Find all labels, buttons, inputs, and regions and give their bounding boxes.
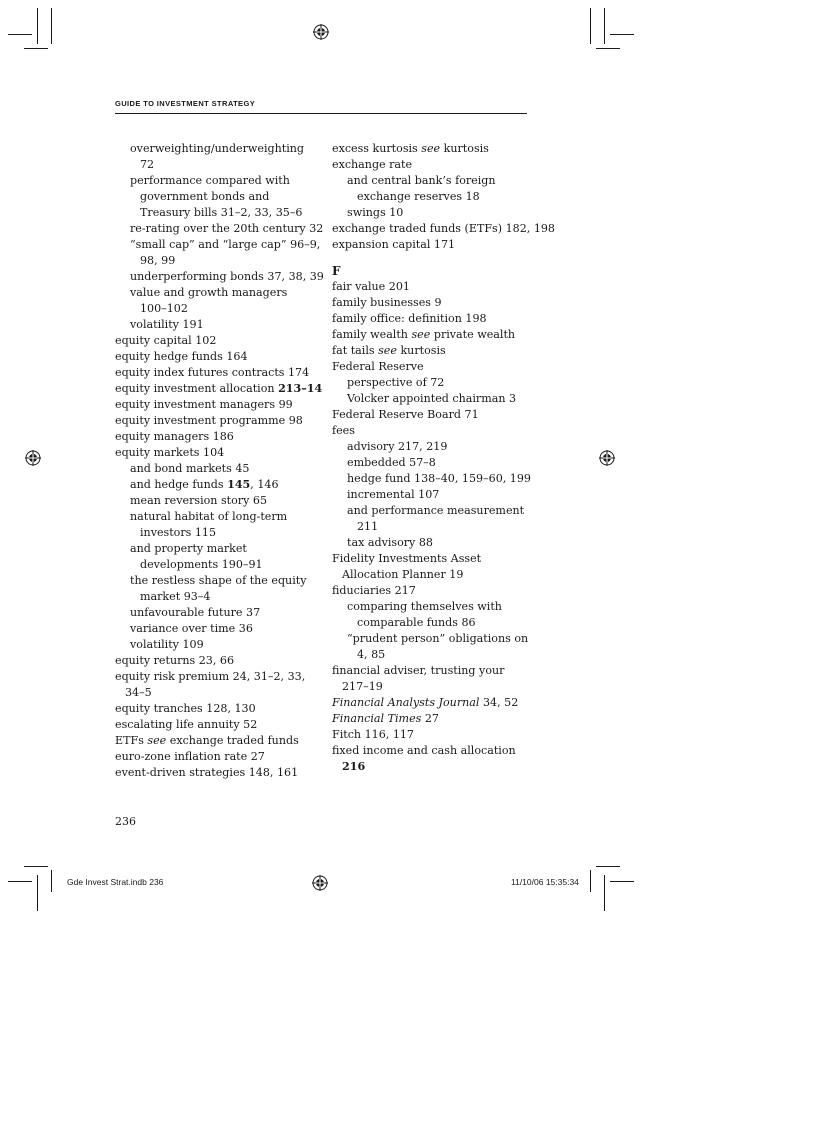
index-entry — [115, 765, 315, 781]
index-entry-text: 72 — [140, 158, 155, 171]
index-entry-text: comparing themselves with — [347, 600, 502, 613]
index-entry-text: expansion capital 171 — [332, 238, 456, 251]
index-entry-text: 100–102 — [140, 302, 188, 315]
index-entry — [332, 679, 532, 695]
index-entry-text: 34, 52 — [479, 696, 519, 709]
index-entry-text: developments 190–91 — [140, 558, 263, 571]
index-entry — [332, 455, 532, 471]
index-entry-text: Financial Times — [332, 712, 422, 725]
index-entry-text: fiduciaries 217 — [332, 584, 416, 597]
index-entry — [115, 621, 315, 637]
page-number: 236 — [115, 815, 136, 828]
index-entry-text: Volcker appointed chairman 3 — [347, 392, 517, 405]
index-entry-text: 211 — [357, 520, 379, 533]
index-entry-text: equity hedge funds 164 — [115, 350, 248, 363]
index-entry-text: comparable funds 86 — [357, 616, 476, 629]
index-entry-text: exchange reserves 18 — [357, 190, 480, 203]
running-head: GUIDE TO INVESTMENT STRATEGY — [115, 99, 527, 114]
index-entry-text: advisory 217, 219 — [347, 440, 448, 453]
index-entry — [332, 711, 532, 727]
index-entry — [332, 519, 532, 535]
index-entry-text: kurtosis — [440, 142, 489, 155]
index-entry-text: escalating life annuity 52 — [115, 718, 258, 731]
index-entry — [332, 295, 532, 311]
index-entry-text: natural habitat of long-term — [130, 510, 288, 523]
index-entry — [115, 461, 315, 477]
index-entry — [332, 439, 532, 455]
index-entry — [115, 397, 315, 413]
index-section-letter: F — [332, 264, 341, 278]
index-entry — [115, 493, 315, 509]
index-entry — [332, 205, 532, 221]
index-entry-text: equity tranches 128, 130 — [115, 702, 256, 715]
index-entry-text: performance compared with — [130, 174, 290, 187]
index-entry-text: Federal Reserve Board 71 — [332, 408, 479, 421]
index-entry — [115, 253, 315, 269]
index-entry — [115, 701, 315, 717]
index-entry-text: equity capital 102 — [115, 334, 217, 347]
crop-mark — [8, 34, 32, 35]
index-entry — [115, 669, 315, 685]
index-entry-text: volatility 109 — [130, 638, 204, 651]
index-entry — [332, 189, 532, 205]
index-entry-text: underperforming bonds 37, 38, 39 — [130, 270, 324, 283]
index-entry-text: family businesses 9 — [332, 296, 442, 309]
index-entry — [332, 157, 532, 173]
index-entry-text: variance over time 36 — [130, 622, 253, 635]
index-entry — [115, 445, 315, 461]
index-entry — [115, 413, 315, 429]
index-entry-text: and property market — [130, 542, 247, 555]
index-entry — [332, 343, 532, 359]
index-entry-text: Fidelity Investments Asset — [332, 552, 482, 565]
index-entry — [115, 189, 315, 205]
index-entry-text: exchange traded funds — [166, 734, 299, 747]
crop-mark — [24, 866, 48, 867]
index-entry-text: equity managers 186 — [115, 430, 234, 443]
index-entry — [115, 333, 315, 349]
index-entry-text: Allocation Planner 19 — [342, 568, 464, 581]
index-entry-text: euro-zone inflation rate 27 — [115, 750, 265, 763]
index-entry-text: financial adviser, trusting your — [332, 664, 505, 677]
index-entry — [332, 743, 532, 759]
index-entry — [332, 375, 532, 391]
index-entry — [332, 759, 532, 775]
index-entry-text: fixed income and cash allocation — [332, 744, 516, 757]
index-entry — [332, 599, 532, 615]
index-entry — [332, 359, 532, 375]
index-entry-text: embedded 57–8 — [347, 456, 436, 469]
index-entry-text: family wealth — [332, 328, 412, 341]
index-entry-text: re-rating over the 20th century 32 — [130, 222, 324, 235]
crop-mark — [610, 881, 634, 882]
index-entry-text: and hedge funds — [130, 478, 228, 491]
index-entry-text: volatility 191 — [130, 318, 204, 331]
index-entry-text: market 93–4 — [140, 590, 211, 603]
index-entry — [332, 407, 532, 423]
index-entry-text: excess kurtosis — [332, 142, 422, 155]
index-entry — [115, 637, 315, 653]
index-entry — [115, 429, 315, 445]
index-entry-text: Federal Reserve — [332, 360, 424, 373]
index-entry-text: equity investment allocation — [115, 382, 279, 395]
index-entry-text: government bonds and — [140, 190, 270, 203]
index-entry — [115, 573, 315, 589]
crop-mark — [51, 870, 52, 892]
index-entry-text: see — [147, 734, 167, 747]
registration-mark-icon — [313, 24, 329, 40]
index-entry — [115, 685, 315, 701]
index-entry-text: value and growth managers — [130, 286, 288, 299]
index-entry-text: incremental 107 — [347, 488, 440, 501]
index-entry-text: see — [378, 344, 397, 357]
index-entry-text: hedge fund 138–40, 159–60, 199 — [347, 472, 531, 485]
index-entry-text: ETFs — [115, 734, 148, 747]
index-entry-text: equity markets 104 — [115, 446, 225, 459]
index-entry — [332, 583, 532, 599]
index-entry — [332, 327, 532, 343]
index-entry — [332, 695, 532, 711]
crop-mark — [37, 8, 38, 44]
index-entry-text: equity risk premium 24, 31–2, 33, — [115, 670, 306, 683]
index-entry-text: 213–14 — [278, 382, 323, 395]
index-entry — [332, 663, 532, 679]
index-entry — [115, 717, 315, 733]
crop-mark — [590, 8, 591, 44]
index-entry — [115, 173, 315, 189]
index-entry — [332, 237, 532, 253]
index-entry-text: Fitch 116, 117 — [332, 728, 414, 741]
index-entry-text: fees — [332, 424, 355, 437]
crop-mark — [590, 870, 591, 892]
index-entry-text: see — [411, 328, 431, 341]
index-entry-text: mean reversion story 65 — [130, 494, 268, 507]
slug-datetime: 11/10/06 15:35:34 — [511, 877, 579, 887]
index-entry-text: family office: definition 198 — [332, 312, 487, 325]
index-entry-text: and bond markets 45 — [130, 462, 250, 475]
index-entry — [115, 157, 315, 173]
index-entry — [332, 631, 532, 647]
index-column-left — [115, 141, 324, 781]
crop-mark — [604, 8, 605, 44]
index-entry-text: 216 — [342, 760, 366, 773]
index-entry — [332, 173, 532, 189]
index-entry — [332, 279, 532, 295]
index-entry — [115, 381, 323, 397]
index-entry — [115, 237, 321, 253]
index-entry — [115, 525, 315, 541]
index-entry — [332, 535, 532, 551]
index-entry — [115, 365, 315, 381]
index-entry-text: see — [421, 142, 441, 155]
crop-mark — [8, 881, 32, 882]
index-entry-text: perspective of 72 — [347, 376, 445, 389]
index-entry-text: equity returns 23, 66 — [115, 654, 235, 667]
index-entry-text: and performance measurement — [347, 504, 525, 517]
crop-mark — [37, 875, 38, 911]
index-entry — [332, 487, 532, 503]
index-entry — [115, 557, 315, 573]
index-entry — [115, 477, 315, 493]
index-entry — [115, 205, 315, 221]
index-entry-text: 4, 85 — [357, 648, 386, 661]
index-entry — [332, 567, 532, 583]
index-entry-text: 34–5 — [125, 686, 152, 699]
index-entry-text: 217–19 — [342, 680, 383, 693]
index-entry — [115, 749, 315, 765]
index-entry-text: 145 — [227, 478, 251, 491]
index-entry-text: unfavourable future 37 — [130, 606, 261, 619]
index-entry-text: and central bank’s foreign — [347, 174, 496, 187]
index-entry-text: the restless shape of the equity — [130, 574, 307, 587]
index-entry — [332, 141, 532, 157]
index-entry-text: “prudent person” obligations on — [347, 632, 529, 645]
index-entry-text: 98, 99 — [140, 254, 176, 267]
index-entry-text: overweighting/underweighting — [130, 142, 305, 155]
index-entry — [332, 471, 532, 487]
index-entry — [332, 647, 532, 663]
index-entry-text: investors 115 — [140, 526, 217, 539]
crop-mark — [24, 48, 48, 49]
registration-mark-icon — [25, 450, 41, 466]
registration-mark-icon — [312, 875, 328, 891]
index-entry — [115, 317, 315, 333]
index-entry-text: swings 10 — [347, 206, 404, 219]
index-entry — [115, 733, 315, 749]
index-entry — [115, 269, 324, 285]
index-entry — [332, 423, 532, 439]
index-entry-text: private wealth — [430, 328, 516, 341]
index-entry — [332, 391, 532, 407]
crop-mark — [596, 48, 620, 49]
index-entry — [115, 349, 315, 365]
index-entry — [332, 221, 555, 237]
index-entry-text: exchange rate — [332, 158, 413, 171]
registration-mark-icon — [599, 450, 615, 466]
crop-mark — [604, 875, 605, 911]
index-entry-text: equity investment managers 99 — [115, 398, 293, 411]
index-entry-text: tax advisory 88 — [347, 536, 433, 549]
index-entry-text: fair value 201 — [332, 280, 410, 293]
crop-mark — [610, 34, 634, 35]
index-entry-text: , 146 — [250, 478, 279, 491]
index-entry — [115, 141, 315, 157]
index-entry — [332, 727, 532, 743]
crop-mark — [51, 8, 52, 44]
index-entry — [115, 605, 315, 621]
index-entry-text: “small cap” and “large cap” 96–9, — [130, 238, 321, 251]
slug-filename: Gde Invest Strat.indb 236 — [67, 877, 164, 887]
index-entry — [332, 503, 532, 519]
index-entry-text: exchange traded funds (ETFs) 182, 198 — [332, 222, 555, 235]
crop-mark — [596, 866, 620, 867]
index-entry — [115, 541, 315, 557]
index-entry-text: kurtosis — [396, 344, 446, 357]
index-entry-text: Financial Analysts Journal — [332, 696, 480, 709]
index-entry — [115, 301, 315, 317]
index-entry — [332, 615, 532, 631]
index-entry-text: fat tails — [332, 344, 379, 357]
index-entry — [115, 653, 315, 669]
index-entry-text: equity investment programme 98 — [115, 414, 303, 427]
index-entry-text: Treasury bills 31–2, 33, 35–6 — [140, 206, 303, 219]
index-entry-text: equity index futures contracts 174 — [115, 366, 310, 379]
index-entry-text: event-driven strategies 148, 161 — [115, 766, 299, 779]
index-entry-text: 27 — [421, 712, 439, 725]
index-column-right — [332, 141, 555, 775]
index-entry — [115, 285, 315, 301]
index-entry — [332, 551, 532, 567]
index-entry — [115, 509, 315, 525]
index-entry — [332, 311, 532, 327]
index-entry — [115, 221, 324, 237]
index-entry — [115, 589, 315, 605]
